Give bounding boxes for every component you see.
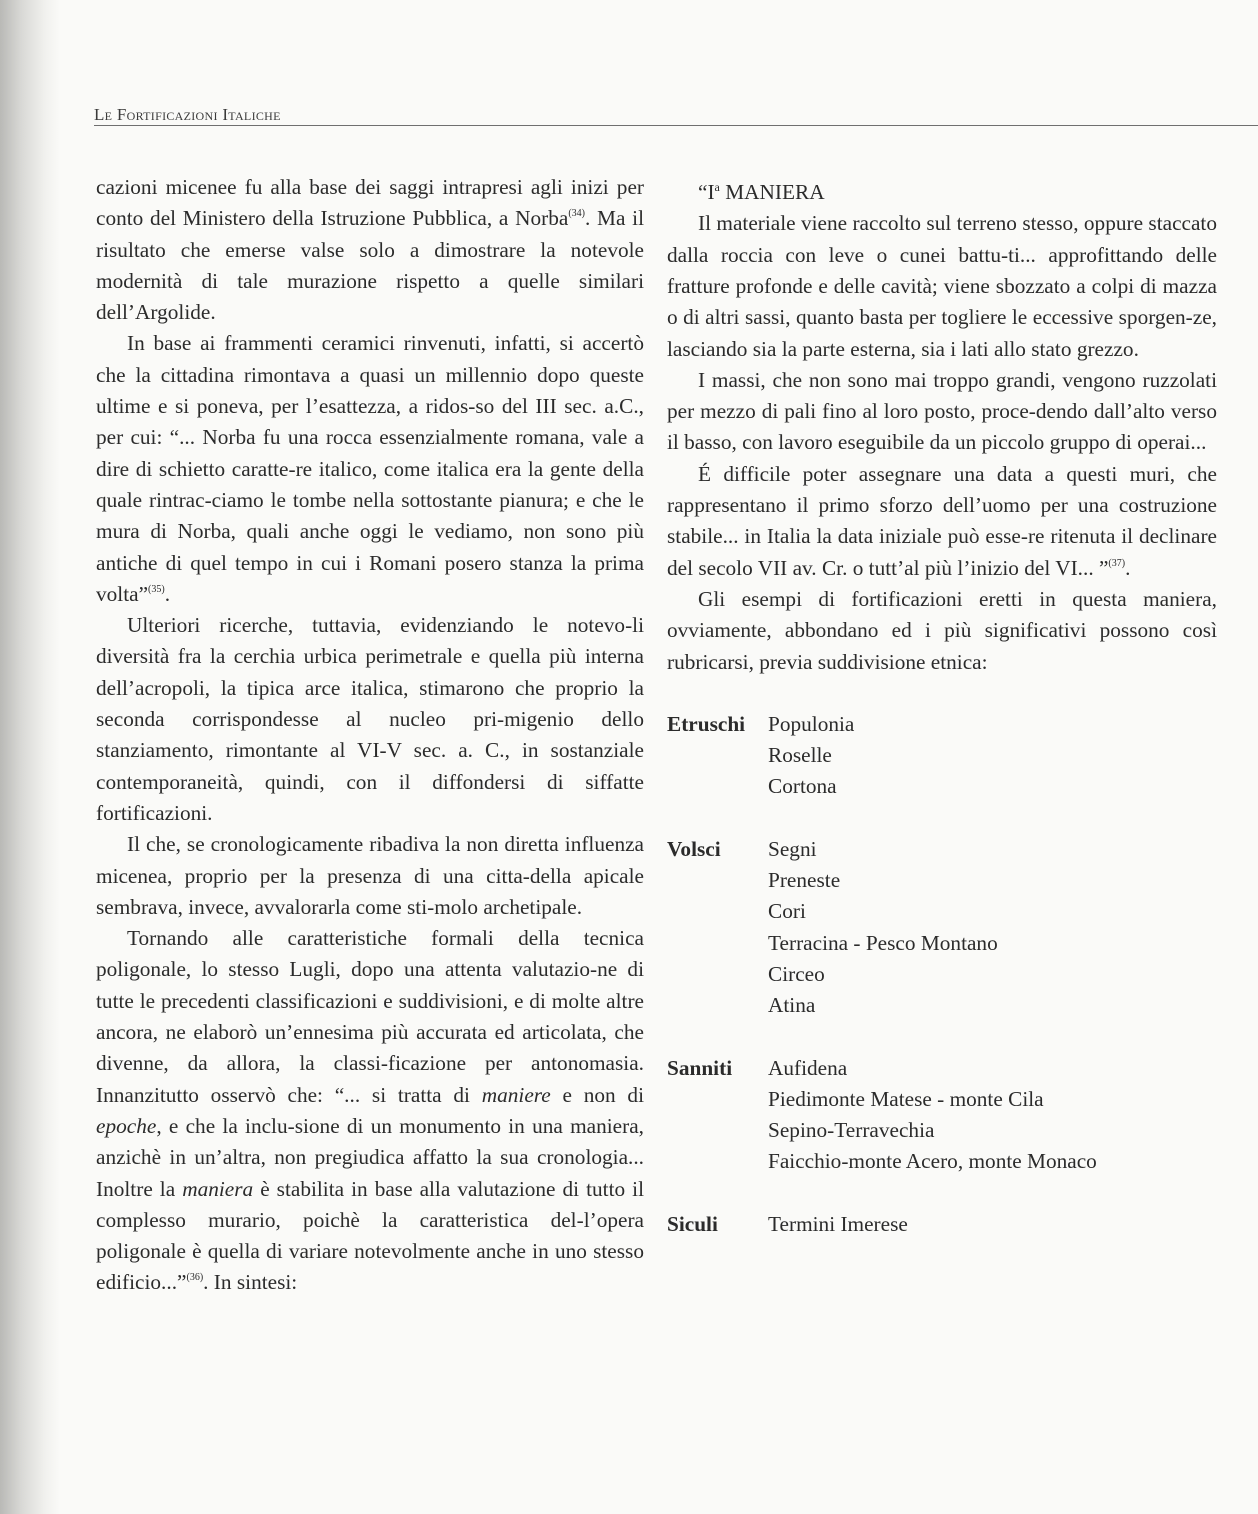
paragraph xyxy=(96,172,644,328)
site-item: Piedimonte Matese - monte Cila xyxy=(768,1086,1044,1111)
text-run: e non di xyxy=(550,1082,644,1107)
page-spine-shadow xyxy=(0,0,60,1514)
site-item: Termini Imerese xyxy=(768,1211,908,1236)
group-label: Sanniti xyxy=(667,1055,733,1080)
paragraph xyxy=(96,328,644,610)
header-rule xyxy=(94,125,1258,126)
paragraph: Ulteriori ricerche, tuttavia, evidenziando le notevo-li diversità fra la cerchia urbica perimetrale e quella più interna dell’acropoli, la tipica arce italica, stimarono che proprio la seconda corrispondesse al nucleo pri-migenio dello stanziamento, rimontante al VI-V sec. a. C., in sostanziale contemporaneità, quindi, con il diffondersi di siffatte fortificazioni. xyxy=(96,613,644,825)
text-run: cazioni micenee fu alla base dei saggi intrapresi agli inizi per conto del Ministero della Istruzione Pubblica, a Norba xyxy=(96,175,644,231)
group-etruschi xyxy=(667,709,1217,803)
text-run: “I xyxy=(698,180,715,205)
paragraph: Gli esempi di fortificazioni eretti in questa maniera, ovviamente, abbondano ed i più significativi possono così rubricarsi, previa suddivisione etnica: xyxy=(667,586,1217,674)
footnote-ref: (36) xyxy=(186,1272,204,1284)
text-run: è stabilita in base alla valutazione di tutto il complesso murario, poichè la caratteristica del-l’opera poligonale è quella di variare notevolmente anche in uno stesso edificio...” xyxy=(96,1176,644,1295)
group-label: Etruschi xyxy=(667,711,746,736)
group-label: Siculi xyxy=(667,1211,718,1236)
group-label: Volsci xyxy=(667,836,721,861)
paragraph: Il che, se cronologicamente ribadiva la non diretta influenza micenea, proprio per la presenza di una citta-della apicale sembrava, invece, avvalorarla come sti-molo archetipale. xyxy=(96,832,644,919)
site-list xyxy=(768,834,998,1022)
site-list xyxy=(768,1209,908,1240)
text-run: . In sintesi: xyxy=(203,1270,298,1295)
text-run: Tornando alle caratteristiche formali della tecnica poligonale, lo stesso Lugli, dopo una attenta valutazio-ne di tutte le precedenti classificazioni e suddivisioni, e di molte altre ancora, ne elaborò un’ennesima più accurata ed articolata, che divenne, da allora, la classi-ficazione per antonomasia. Innanzitutto osservò che: “... si tratta di xyxy=(96,926,644,1107)
paragraph: I massi, che non sono mai troppo grandi, vengono ruzzolati per mezzo di pali fino al loro posto, proce-dendo dall’alto verso il basso, con lavoro eseguibile da un piccolo gruppo di operai... xyxy=(667,367,1217,455)
text-run: MANIERA xyxy=(719,180,825,205)
site-item: Faicchio-monte Acero, monte Monaco xyxy=(768,1149,1097,1174)
right-column xyxy=(667,172,1217,1271)
text-run: É difficile poter assegnare una data a questi muri, che rappresentano il primo sforzo dell’uomo per una costruzione stabile... in Italia la data iniziale può esse-re ritenuta il declinare del secolo VII av. Cr. o tutt’al più l’inizio del VI... ” xyxy=(667,461,1217,580)
site-item: Sepino-Terravechia xyxy=(768,1118,935,1143)
italic-term: epoche xyxy=(96,1113,157,1138)
group-sanniti xyxy=(667,1053,1217,1178)
footnote-ref: (35) xyxy=(148,583,165,595)
site-item: Populonia xyxy=(768,711,855,736)
group-volsci xyxy=(667,834,1217,1022)
text-run: , e che la inclu-sione di un monumento in una maniera, anzichè in un’altra, non pregiudica affatto la sua cronologia... Inoltre la xyxy=(96,1113,644,1201)
site-list xyxy=(768,709,854,803)
site-item: Aufidena xyxy=(768,1055,848,1080)
site-item: Roselle xyxy=(768,743,832,768)
text-run: . xyxy=(1125,555,1131,580)
group-siculi xyxy=(667,1209,1217,1240)
site-item: Circeo xyxy=(768,961,825,986)
site-item: Terracina - Pesco Montano xyxy=(768,930,998,955)
text-run: In base ai frammenti ceramici rinvenuti, infatti, si accertò che la cittadina rimontava a quasi un millennio dopo queste ultime e si poneva, per l’esattezza, a ridos-so del III sec. a.C., per cui: “... Norba fu una rocca essenzialmente romana, vale a dire di schietto caratte-re italico, come italica era la gente della quale rintrac-ciamo le tombe nella sottostante pianura; e che le mura di Norba, quali anche oggi le vediamo, non sono più antiche di quel tempo in cui i Romani posero stanza la prima volta” xyxy=(96,331,644,606)
site-item: Cori xyxy=(768,899,806,924)
site-item: Segni xyxy=(768,836,817,861)
superscript: a xyxy=(714,180,720,194)
left-column xyxy=(96,172,644,1299)
italic-term: maniere xyxy=(481,1082,551,1107)
paragraph xyxy=(96,923,644,1299)
site-item: Atina xyxy=(768,993,816,1018)
site-item: Cortona xyxy=(768,774,837,799)
running-head: Le Fortificazioni Italiche xyxy=(94,105,281,124)
paragraph: Il materiale viene raccolto sul terreno stesso, oppure staccato dalla roccia con leve o cunei battu-ti... approfittando delle fratture profonde e delle cavità; viene sbozzato a colpi di mazza o di altri sassi, quanto basta per togliere le eccessive sporgen-ze, lasciando sia la parte esterna, sia i lati allo stato grezzo. xyxy=(667,211,1217,361)
text-run: . Ma il risultato che emerse valse solo a dimostrare la notevole modernità di tale murazione rispetto a quelle similari dell’Argolide. xyxy=(96,206,644,325)
section-heading xyxy=(667,172,1217,208)
ethnic-site-list xyxy=(667,709,1217,1240)
site-list xyxy=(768,1053,1097,1178)
text-run: . xyxy=(164,581,171,606)
italic-term: maniera xyxy=(182,1176,254,1201)
site-item: Preneste xyxy=(768,868,841,893)
footnote-ref: (37) xyxy=(1108,557,1126,569)
paragraph xyxy=(667,459,1217,584)
footnote-ref: (34) xyxy=(568,208,585,220)
